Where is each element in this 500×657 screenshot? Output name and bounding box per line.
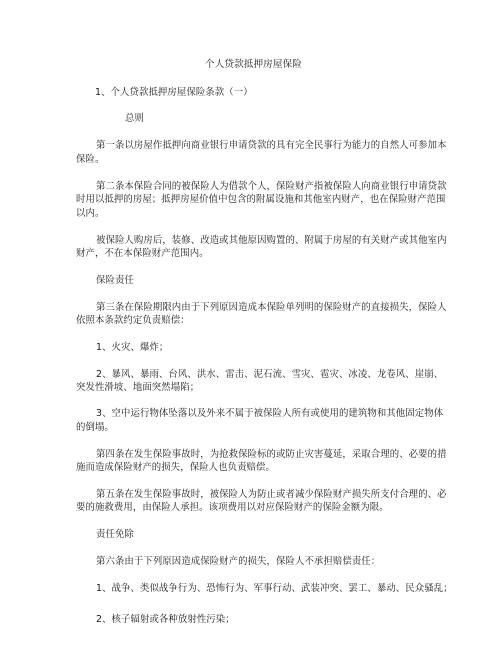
exclusion-heading: 责任免除 xyxy=(96,529,134,540)
exclusion-item-1: 1、战争、类似战争行为、恐怖行为、军事行动、武装冲突、罢工、暴动、民众骚乱； xyxy=(96,583,453,594)
liability-item-3-line-1: 3、空中运行物体坠落以及外来不属于被保险人所有或使用的建筑物和其他固定物体 xyxy=(96,408,444,419)
article-5-line-1: 第五条在发生保险事故时，被保险人为防止或者减少保险财产损失所支付合理的、必 xyxy=(96,489,447,500)
article-2b-line-1: 被保险人购房后，装修、改造或其他原因购置的、附属于房屋的有关财产或其他室内 xyxy=(96,235,447,246)
article-5-line-2: 要的施救费用，由保险人承担。该项费用以对应保险财产的保险金额为限。 xyxy=(76,502,389,513)
article-2-line-1: 第二条本保险合同的被保险人为借款个人，保险财产指被保险人向商业银行申请贷款 xyxy=(96,181,447,192)
article-1-line-1: 第一条以房屋作抵押向商业银行申请贷款的具有完全民事行为能力的自然人可参加本 xyxy=(96,140,447,151)
article-2-line-2: 时用以抵押的房屋；抵押房屋价值中包含的附属设施和其他室内财产，也在保险财产范围 xyxy=(76,194,446,205)
liability-heading: 保险责任 xyxy=(96,275,134,286)
liability-item-2-line-1: 2、暴风、暴雨、台风、洪水、雷击、泥石流、雪灾、雹灾、冰凌、龙卷风、崖崩、 xyxy=(96,369,444,380)
article-1-line-2: 保险。 xyxy=(76,154,105,165)
article-3-line-1: 第三条在保险期限内由于下列原因造成本保险单列明的保险财产的直接损失，保险人 xyxy=(96,302,447,313)
exclusion-item-2: 2、核子辐射或各种放射性污染； xyxy=(96,614,235,625)
article-4-line-1: 第四条在发生保险事故时，为抢救保险标的或防止灾害蔓延，采取合理的、必要的措 xyxy=(96,449,447,460)
article-2-line-3: 以内。 xyxy=(76,208,105,219)
article-4-line-2: 施而造成保险财产的损失，保险人也负责赔偿。 xyxy=(76,462,275,473)
section-heading: 1、个人贷款抵押房屋保险条款（一） xyxy=(95,87,253,98)
article-3-line-2: 依照本条款约定负责赔偿： xyxy=(76,315,190,326)
article-6: 第六条由于下列原因造成保险财产的损失，保险人不承担赔偿责任： xyxy=(96,556,381,567)
general-heading: 总则 xyxy=(125,113,144,124)
article-2b-line-2: 财产，不在本保险财产范围内。 xyxy=(76,248,209,259)
liability-item-3-line-2: 的倒塌。 xyxy=(76,422,114,433)
document-title: 个人贷款抵押房屋保险 xyxy=(205,59,302,70)
liability-item-1: 1、火灾、爆炸； xyxy=(96,342,169,353)
liability-item-2-line-2: 突发性滑坡、地面突然塌陷； xyxy=(76,382,200,393)
